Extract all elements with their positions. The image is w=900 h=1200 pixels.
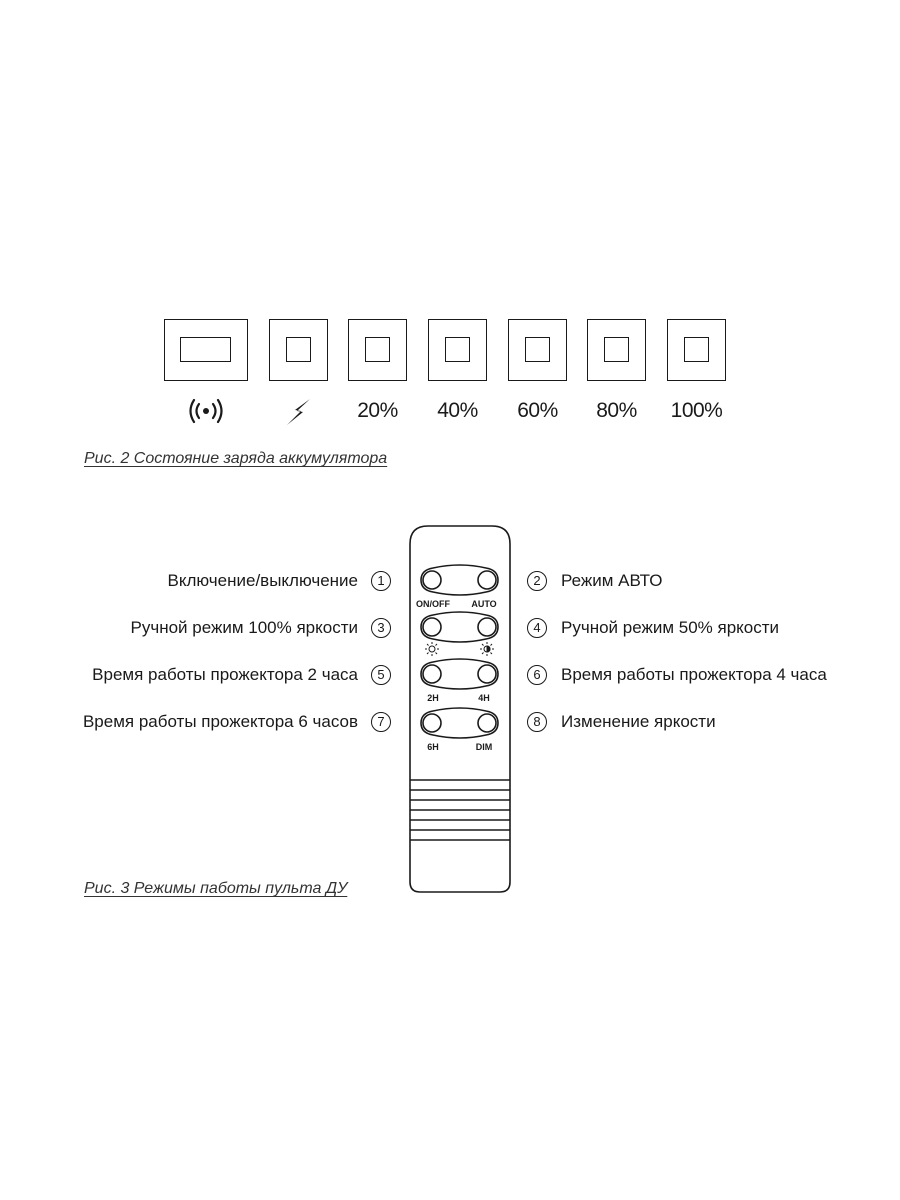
indicator-80-lamp (604, 337, 629, 362)
figure3-caption: Рис. 3 Режимы паботы пульта ДУ (84, 880, 348, 897)
timer-6h-button (423, 714, 441, 732)
indicator-20-lamp (365, 337, 390, 362)
legend-function-6: Время работы прожектора 4 часа (561, 665, 827, 684)
button-row-2 (421, 612, 498, 642)
auto-button (478, 571, 496, 589)
remote-control-drawing (400, 518, 520, 898)
legend-function-2: Режим АВТО (561, 571, 663, 590)
lightning-bolt-icon (284, 398, 314, 426)
legend-function-3: Ручной режим 100% яркости (130, 618, 358, 637)
indicator-100 (667, 319, 726, 381)
timer-4h-button (478, 665, 496, 683)
label-auto: AUTO (471, 599, 497, 609)
legend-number-1: 1 (371, 571, 391, 591)
button-row-1 (421, 565, 498, 595)
brightness-50-button (478, 618, 496, 636)
button-row-4 (421, 708, 498, 738)
legend-number-5: 5 (371, 665, 391, 685)
label-2h: 2H (427, 693, 439, 703)
indicator-60 (508, 319, 567, 381)
legend-number-7: 7 (371, 712, 391, 732)
legend-number-4: 4 (527, 618, 547, 638)
timer-2h-button (423, 665, 441, 683)
label-dim: DIM (475, 742, 493, 752)
figure2-caption: Рис. 2 Состояние заряда аккумулятора (84, 450, 388, 467)
indicator-wireless (164, 319, 248, 381)
legend-number-8: 8 (527, 712, 547, 732)
label-on-off: ON/OFF (416, 599, 450, 609)
indicator-label-100: 100% (670, 399, 723, 422)
legend-function-7: Время работы прожектора 6 часов (82, 712, 358, 731)
legend-function-1: Включение/выключение (167, 571, 358, 590)
indicator-wireless-lamp (180, 337, 231, 362)
legend-function-4: Ручной режим 50% яркости (561, 618, 780, 637)
indicator-80 (587, 319, 646, 381)
label-6h: 6H (427, 742, 439, 752)
on-off-button (423, 571, 441, 589)
indicator-charging-lamp (286, 337, 311, 362)
legend-function-5: Время работы прожектора 2 часа (92, 665, 358, 684)
indicator-60-lamp (525, 337, 550, 362)
dim-button (478, 714, 496, 732)
indicator-20 (348, 319, 407, 381)
wireless-signal-icon (186, 398, 226, 424)
indicator-40 (428, 319, 487, 381)
indicator-40-lamp (445, 337, 470, 362)
button-row-3 (421, 659, 498, 689)
indicator-charging (269, 319, 328, 381)
indicator-label-60: 60% (517, 399, 558, 422)
legend-number-2: 2 (527, 571, 547, 591)
legend-function-8: Изменение яркости (561, 712, 716, 731)
indicator-label-40: 40% (437, 399, 478, 422)
legend-number-6: 6 (527, 665, 547, 685)
legend-number-3: 3 (371, 618, 391, 638)
indicator-label-80: 80% (596, 399, 637, 422)
label-4h: 4H (478, 693, 490, 703)
brightness-100-button (423, 618, 441, 636)
indicator-100-lamp (684, 337, 709, 362)
indicator-label-20: 20% (357, 399, 398, 422)
